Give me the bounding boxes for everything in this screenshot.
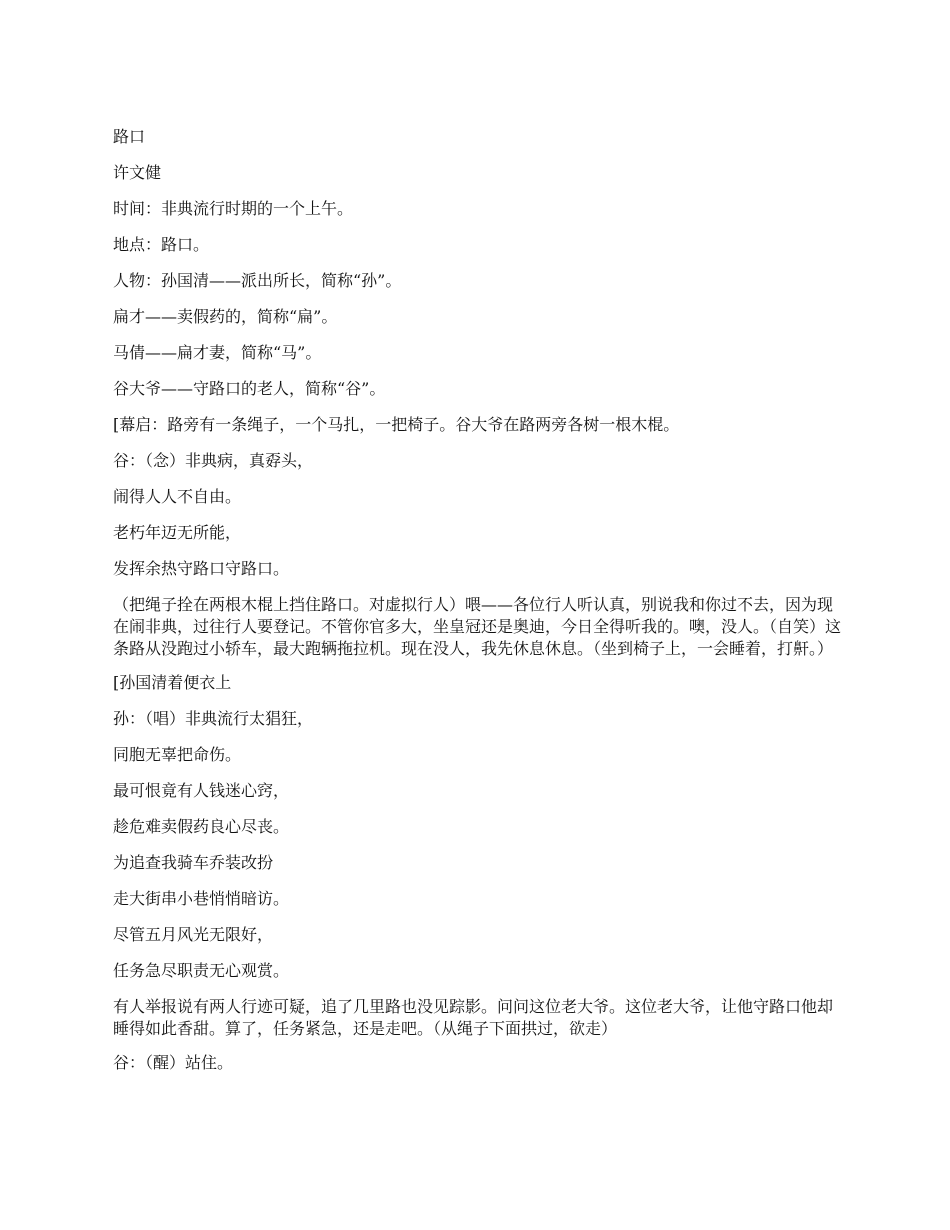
paragraph-character-ma: 马倩——扁才妻，简称“马”。 xyxy=(113,343,322,362)
paragraph-time: 时间：非典流行时期的一个上午。 xyxy=(113,199,354,218)
dialogue-paragraph: 有人举报说有两人行迹可疑，追了几里路也没见踪影。问问这位老大爷。这位老大爷，让他守路口他却睡得如此香甜。算了，任务紧急，还是走吧。（从绳子下面拱过，欲走） xyxy=(113,997,834,1038)
dialogue-line: 闹得人人不自由。 xyxy=(113,487,242,506)
dialogue-line: 最可恨竟有人钱迷心窍， xyxy=(113,781,290,800)
paragraph-character-gu: 谷大爷——守路口的老人，简称“谷”。 xyxy=(113,379,386,398)
stage-direction-entrance: [孙国清着便衣上 xyxy=(113,673,232,692)
dialogue-line: 同胞无辜把命伤。 xyxy=(113,745,242,764)
document-body xyxy=(113,126,841,1074)
dialogue-line: 谷：（念）非典病，真孬头， xyxy=(113,451,314,470)
paragraph-character-bian: 扁才——卖假药的，简称“扁”。 xyxy=(113,307,338,326)
dialogue-line: 尽管五月风光无限好， xyxy=(113,925,274,944)
dialogue-line: 谷：（醒）站住。 xyxy=(113,1053,234,1072)
dialogue-line: 任务急尽职责无心观赏。 xyxy=(113,961,290,980)
stage-direction-paragraph: （把绳子拴在两根木棍上挡住路口。对虚拟行人）喂——各位行人听认真，别说我和你过不去，因为现在闹非典，过往行人要登记。不管你官多大，坐皇冠还是奥迪，今日全得听我的。噢，没人。（自笑）这条路从没跑过小轿车，最大跑辆拖拉机。现在没人，我先休息休息。（坐到椅子上，一会睡着，打鼾。） xyxy=(113,595,842,658)
document-author: 许文健 xyxy=(113,163,162,182)
dialogue-line: 为追查我骑车乔装改扮 xyxy=(113,853,274,872)
paragraph-place: 地点：路口。 xyxy=(113,235,210,254)
dialogue-line: 老朽年迈无所能， xyxy=(113,523,242,542)
paragraph-character-sun: 人物：孙国清——派出所长，简称“孙”。 xyxy=(113,271,402,290)
dialogue-line: 孙：（唱）非典流行太猖狂， xyxy=(113,709,314,728)
dialogue-line: 走大街串小巷悄悄暗访。 xyxy=(113,889,290,908)
document-title: 路口 xyxy=(113,127,146,146)
dialogue-line: 发挥余热守路口守路口。 xyxy=(113,559,290,578)
stage-direction-opening: [幕启：路旁有一条绳子，一个马扎，一把椅子。谷大爷在路两旁各树一根木棍。 xyxy=(113,415,680,434)
dialogue-line: 趁危难卖假药良心尽丧。 xyxy=(113,817,290,836)
